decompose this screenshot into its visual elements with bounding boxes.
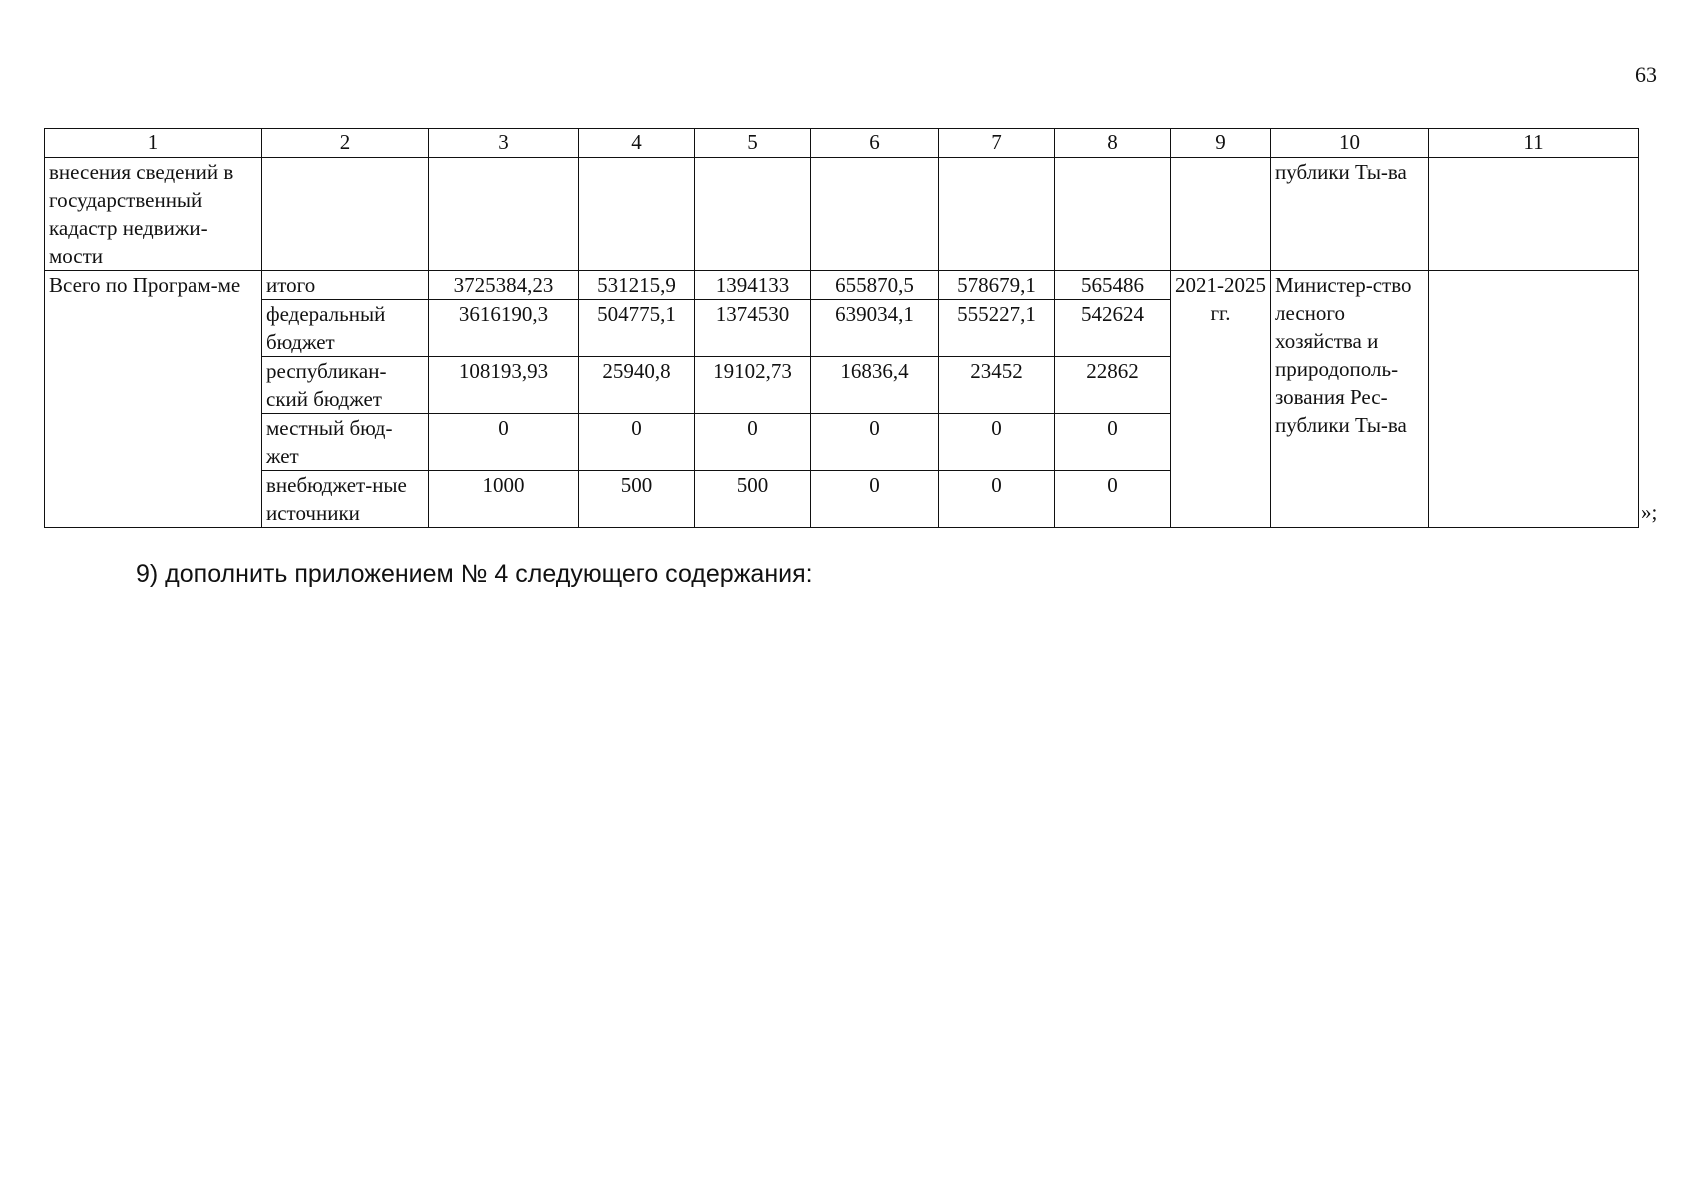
value-cell: 0 <box>429 414 579 471</box>
value-cell: 500 <box>695 471 811 528</box>
value-cell: 0 <box>579 414 695 471</box>
funding-source-cell: федеральный бюджет <box>262 300 429 357</box>
value-cell: 0 <box>1055 414 1171 471</box>
continuation-row <box>45 158 1639 271</box>
value-cell: 639034,1 <box>811 300 939 357</box>
value-cell: 578679,1 <box>939 271 1055 300</box>
header-cell: 7 <box>939 129 1055 158</box>
value-cell: 22862 <box>1055 357 1171 414</box>
header-cell: 9 <box>1171 129 1271 158</box>
table-row <box>45 271 1639 300</box>
value-cell: 23452 <box>939 357 1055 414</box>
value-cell: 1374530 <box>695 300 811 357</box>
executor-cell: Министер-ство лесного хозяйства и природополь-зования Рес-публики Ты-ва <box>1271 271 1429 528</box>
value-cell: 3616190,3 <box>429 300 579 357</box>
value-cell: 504775,1 <box>579 300 695 357</box>
header-cell: 1 <box>45 129 262 158</box>
value-cell: 655870,5 <box>811 271 939 300</box>
value-cell: 1394133 <box>695 271 811 300</box>
funding-source-cell: внебюджет-ные источники <box>262 471 429 528</box>
continuation-executor-cell: публики Ты-ва <box>1271 158 1429 271</box>
header-cell: 5 <box>695 129 811 158</box>
empty-cell <box>262 158 429 271</box>
empty-cell <box>1055 158 1171 271</box>
value-cell: 531215,9 <box>579 271 695 300</box>
header-cell: 3 <box>429 129 579 158</box>
empty-cell <box>429 158 579 271</box>
funding-source-cell: итого <box>262 271 429 300</box>
program-total-label: Всего по Програм-ме <box>45 271 262 528</box>
value-cell: 565486 <box>1055 271 1171 300</box>
header-cell: 10 <box>1271 129 1429 158</box>
header-cell: 11 <box>1429 129 1639 158</box>
header-cell: 8 <box>1055 129 1171 158</box>
empty-cell <box>1429 158 1639 271</box>
value-cell: 3725384,23 <box>429 271 579 300</box>
value-cell: 0 <box>939 414 1055 471</box>
instruction-paragraph: 9) дополнить приложением № 4 следующего содержания: <box>136 560 813 588</box>
value-cell: 0 <box>811 414 939 471</box>
empty-cell <box>811 158 939 271</box>
empty-cell <box>1429 271 1639 528</box>
empty-cell <box>695 158 811 271</box>
value-cell: 1000 <box>429 471 579 528</box>
page-number: 63 <box>1635 62 1657 87</box>
value-cell: 555227,1 <box>939 300 1055 357</box>
header-cell: 4 <box>579 129 695 158</box>
value-cell: 0 <box>695 414 811 471</box>
value-cell: 19102,73 <box>695 357 811 414</box>
empty-cell <box>939 158 1055 271</box>
value-cell: 108193,93 <box>429 357 579 414</box>
header-cell: 6 <box>811 129 939 158</box>
value-cell: 542624 <box>1055 300 1171 357</box>
header-row <box>45 129 1639 158</box>
funding-source-cell: местный бюд-жет <box>262 414 429 471</box>
funding-source-cell: республикан-ский бюджет <box>262 357 429 414</box>
value-cell: 500 <box>579 471 695 528</box>
header-cell: 2 <box>262 129 429 158</box>
value-cell: 16836,4 <box>811 357 939 414</box>
value-cell: 0 <box>1055 471 1171 528</box>
budget-table <box>44 128 1639 528</box>
empty-cell <box>579 158 695 271</box>
period-cell: 2021-2025 гг. <box>1171 271 1271 528</box>
value-cell: 0 <box>939 471 1055 528</box>
value-cell: 25940,8 <box>579 357 695 414</box>
closing-quote: »; <box>1641 500 1658 524</box>
continuation-activity-cell: внесения сведений в государственный кадастр недвижи-мости <box>45 158 262 271</box>
empty-cell <box>1171 158 1271 271</box>
value-cell: 0 <box>811 471 939 528</box>
